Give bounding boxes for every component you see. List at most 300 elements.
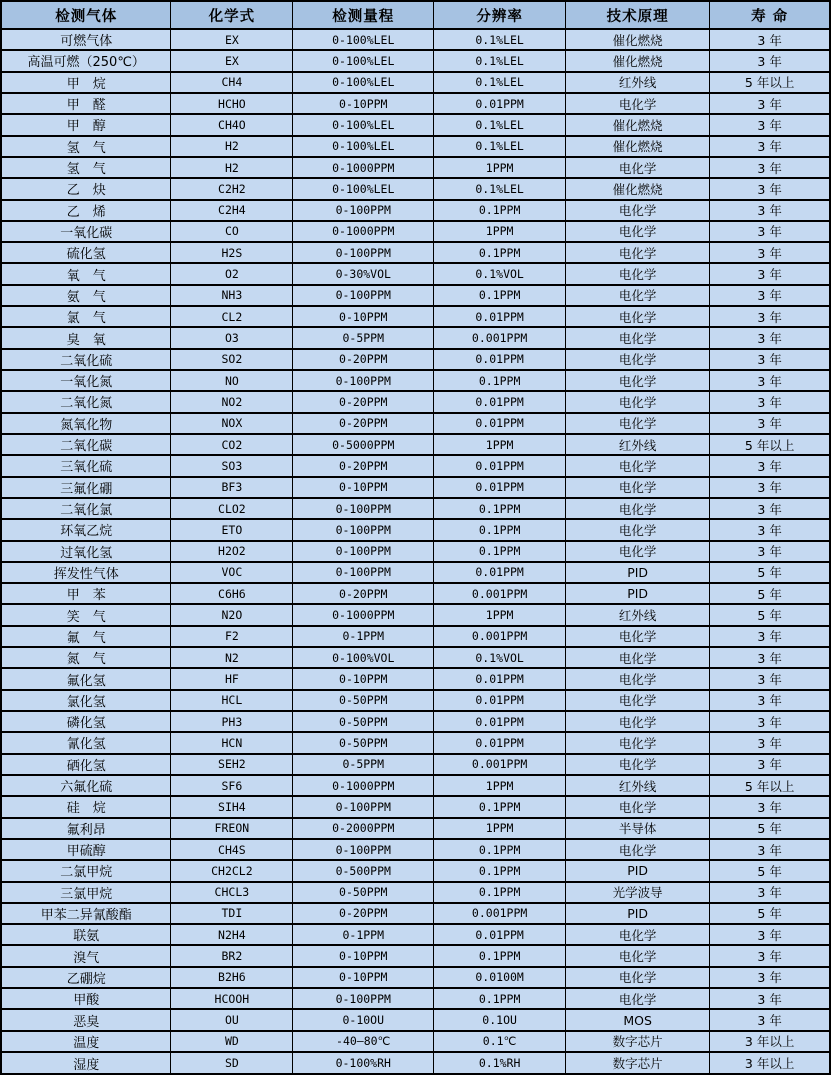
cell-chemical-formula: CLO2 <box>171 498 293 519</box>
cell-lifespan: 3 年 <box>710 754 830 775</box>
table-row <box>1 668 830 689</box>
cell-chemical-formula: HCHO <box>171 93 293 114</box>
table-row <box>1 263 830 284</box>
cell-technology: 电化学 <box>566 349 710 370</box>
cell-lifespan: 3 年 <box>710 114 830 135</box>
cell-detection-range: 0-100%LEL <box>293 72 434 93</box>
cell-lifespan: 5 年以上 <box>710 434 830 455</box>
cell-detection-range: 0-10PPM <box>293 668 434 689</box>
cell-technology: 电化学 <box>566 668 710 689</box>
cell-gas-name: 氟化氢 <box>1 668 171 689</box>
cell-detection-range: 0-100PPM <box>293 370 434 391</box>
cell-detection-range: 0-50PPM <box>293 732 434 753</box>
table-row <box>1 221 830 242</box>
cell-technology: PID <box>566 860 710 881</box>
cell-resolution: 1PPM <box>434 818 566 839</box>
cell-resolution: 0.01PPM <box>434 690 566 711</box>
table-row <box>1 29 830 50</box>
cell-gas-name: 二氯甲烷 <box>1 860 171 881</box>
cell-resolution: 0.001PPM <box>434 327 566 348</box>
cell-technology: 电化学 <box>566 200 710 221</box>
cell-technology: 电化学 <box>566 924 710 945</box>
cell-detection-range: 0-1PPM <box>293 924 434 945</box>
cell-lifespan: 3 年 <box>710 221 830 242</box>
cell-gas-name: 臭 氧 <box>1 327 171 348</box>
cell-gas-name: 氟利昂 <box>1 818 171 839</box>
cell-gas-name: 环氧乙烷 <box>1 519 171 540</box>
cell-resolution: 0.0100M <box>434 967 566 988</box>
table-row <box>1 327 830 348</box>
cell-gas-name: 三氧化硫 <box>1 455 171 476</box>
cell-resolution: 0.1PPM <box>434 882 566 903</box>
cell-gas-name: 硅 烷 <box>1 796 171 817</box>
cell-resolution: 0.1℃ <box>434 1031 566 1052</box>
cell-chemical-formula: OU <box>171 1009 293 1030</box>
cell-chemical-formula: SO2 <box>171 349 293 370</box>
cell-technology: 电化学 <box>566 541 710 562</box>
cell-chemical-formula: SEH2 <box>171 754 293 775</box>
cell-technology: PID <box>566 583 710 604</box>
cell-technology: 催化燃烧 <box>566 50 710 71</box>
cell-lifespan: 5 年 <box>710 583 830 604</box>
table-row <box>1 583 830 604</box>
cell-gas-name: 氨 气 <box>1 285 171 306</box>
table-header <box>1 1 830 29</box>
cell-chemical-formula: CO <box>171 221 293 242</box>
cell-chemical-formula: CH4O <box>171 114 293 135</box>
cell-technology: 红外线 <box>566 775 710 796</box>
cell-chemical-formula: B2H6 <box>171 967 293 988</box>
cell-detection-range: 0-100PPM <box>293 242 434 263</box>
cell-chemical-formula: H2 <box>171 157 293 178</box>
table-row <box>1 72 830 93</box>
cell-gas-name: 氢 气 <box>1 136 171 157</box>
cell-lifespan: 3 年 <box>710 711 830 732</box>
cell-gas-name: 甲 苯 <box>1 583 171 604</box>
cell-resolution: 1PPM <box>434 604 566 625</box>
cell-detection-range: 0-20PPM <box>293 583 434 604</box>
cell-technology: 电化学 <box>566 498 710 519</box>
cell-resolution: 1PPM <box>434 157 566 178</box>
cell-technology: 电化学 <box>566 157 710 178</box>
cell-gas-name: 二氧化硫 <box>1 349 171 370</box>
cell-resolution: 0.01PPM <box>434 413 566 434</box>
cell-lifespan: 3 年 <box>710 732 830 753</box>
cell-chemical-formula: NH3 <box>171 285 293 306</box>
cell-gas-name: 氯 气 <box>1 306 171 327</box>
cell-lifespan: 3 年 <box>710 690 830 711</box>
cell-gas-name: 甲苯二异氰酸酯 <box>1 903 171 924</box>
cell-lifespan: 3 年 <box>710 391 830 412</box>
table-row <box>1 732 830 753</box>
cell-resolution: 0.01PPM <box>434 391 566 412</box>
table-row <box>1 136 830 157</box>
cell-gas-name: 六氟化硫 <box>1 775 171 796</box>
cell-lifespan: 3 年 <box>710 157 830 178</box>
cell-chemical-formula: HCL <box>171 690 293 711</box>
cell-lifespan: 3 年 <box>710 967 830 988</box>
cell-detection-range: 0-100%LEL <box>293 29 434 50</box>
cell-technology: PID <box>566 562 710 583</box>
cell-resolution: 0.1PPM <box>434 945 566 966</box>
cell-resolution: 0.1%VOL <box>434 263 566 284</box>
cell-gas-name: 乙硼烷 <box>1 967 171 988</box>
cell-resolution: 0.1%RH <box>434 1052 566 1074</box>
cell-lifespan: 5 年 <box>710 604 830 625</box>
cell-resolution: 0.1%LEL <box>434 178 566 199</box>
cell-chemical-formula: VOC <box>171 562 293 583</box>
cell-technology: MOS <box>566 1009 710 1030</box>
cell-technology: 催化燃烧 <box>566 114 710 135</box>
cell-resolution: 0.01PPM <box>434 455 566 476</box>
cell-lifespan: 3 年以上 <box>710 1052 830 1074</box>
cell-lifespan: 3 年 <box>710 200 830 221</box>
cell-lifespan: 3 年 <box>710 647 830 668</box>
cell-gas-name: 过氧化氢 <box>1 541 171 562</box>
table-row <box>1 434 830 455</box>
cell-technology: 电化学 <box>566 796 710 817</box>
cell-detection-range: 0-100PPM <box>293 562 434 583</box>
cell-detection-range: 0-20PPM <box>293 455 434 476</box>
cell-technology: 电化学 <box>566 477 710 498</box>
cell-chemical-formula: HCN <box>171 732 293 753</box>
cell-chemical-formula: CH2CL2 <box>171 860 293 881</box>
cell-lifespan: 3 年 <box>710 882 830 903</box>
cell-technology: 半导体 <box>566 818 710 839</box>
table-row <box>1 306 830 327</box>
cell-lifespan: 5 年 <box>710 903 830 924</box>
cell-chemical-formula: N2H4 <box>171 924 293 945</box>
cell-lifespan: 5 年 <box>710 860 830 881</box>
cell-detection-range: 0-10PPM <box>293 477 434 498</box>
cell-chemical-formula: H2O2 <box>171 541 293 562</box>
cell-detection-range: 0-100%LEL <box>293 178 434 199</box>
cell-detection-range: 0-1000PPM <box>293 604 434 625</box>
cell-technology: 催化燃烧 <box>566 29 710 50</box>
cell-detection-range: 0-50PPM <box>293 711 434 732</box>
table-row <box>1 690 830 711</box>
cell-detection-range: 0-2000PPM <box>293 818 434 839</box>
cell-resolution: 0.1%LEL <box>434 72 566 93</box>
table-row <box>1 349 830 370</box>
cell-resolution: 0.1PPM <box>434 860 566 881</box>
cell-detection-range: 0-5000PPM <box>293 434 434 455</box>
cell-lifespan: 3 年 <box>710 668 830 689</box>
cell-detection-range: 0-100%LEL <box>293 114 434 135</box>
table-row <box>1 967 830 988</box>
table-row <box>1 519 830 540</box>
cell-chemical-formula: ETO <box>171 519 293 540</box>
cell-chemical-formula: NOX <box>171 413 293 434</box>
cell-detection-range: 0-100PPM <box>293 796 434 817</box>
cell-lifespan: 3 年 <box>710 306 830 327</box>
cell-gas-name: 乙 烯 <box>1 200 171 221</box>
cell-lifespan: 5 年 <box>710 562 830 583</box>
table-row <box>1 626 830 647</box>
cell-gas-name: 可燃气体 <box>1 29 171 50</box>
table-row <box>1 860 830 881</box>
cell-detection-range: 0-10PPM <box>293 306 434 327</box>
cell-chemical-formula: C2H4 <box>171 200 293 221</box>
cell-lifespan: 3 年 <box>710 626 830 647</box>
cell-detection-range: 0-1PPM <box>293 626 434 647</box>
cell-chemical-formula: SD <box>171 1052 293 1074</box>
cell-resolution: 0.01PPM <box>434 562 566 583</box>
cell-resolution: 0.1PPM <box>434 370 566 391</box>
cell-detection-range: 0-30%VOL <box>293 263 434 284</box>
table-row <box>1 178 830 199</box>
cell-gas-name: 三氯甲烷 <box>1 882 171 903</box>
cell-chemical-formula: NO <box>171 370 293 391</box>
table-row <box>1 200 830 221</box>
cell-detection-range: 0-1000PPM <box>293 157 434 178</box>
table-row <box>1 562 830 583</box>
cell-resolution: 0.1%LEL <box>434 136 566 157</box>
cell-gas-name: 硫化氢 <box>1 242 171 263</box>
cell-resolution: 0.1PPM <box>434 498 566 519</box>
cell-chemical-formula: N2O <box>171 604 293 625</box>
cell-chemical-formula: NO2 <box>171 391 293 412</box>
table-row <box>1 1052 830 1074</box>
cell-gas-name: 氟 气 <box>1 626 171 647</box>
cell-gas-name: 甲 烷 <box>1 72 171 93</box>
cell-lifespan: 3 年 <box>710 945 830 966</box>
cell-chemical-formula: CHCL3 <box>171 882 293 903</box>
cell-technology: 电化学 <box>566 306 710 327</box>
cell-resolution: 0.001PPM <box>434 754 566 775</box>
cell-gas-name: 湿度 <box>1 1052 171 1074</box>
cell-chemical-formula: EX <box>171 50 293 71</box>
cell-lifespan: 3 年 <box>710 519 830 540</box>
table-row <box>1 1031 830 1052</box>
cell-lifespan: 5 年 <box>710 818 830 839</box>
cell-gas-name: 氮 气 <box>1 647 171 668</box>
cell-technology: 电化学 <box>566 455 710 476</box>
cell-detection-range: 0-100PPM <box>293 541 434 562</box>
cell-technology: 红外线 <box>566 604 710 625</box>
header-gas-name: 检测气体 <box>1 1 171 29</box>
cell-detection-range: 0-20PPM <box>293 413 434 434</box>
cell-resolution: 0.1PPM <box>434 839 566 860</box>
cell-lifespan: 3 年 <box>710 924 830 945</box>
cell-resolution: 0.01PPM <box>434 711 566 732</box>
cell-technology: 电化学 <box>566 242 710 263</box>
cell-chemical-formula: TDI <box>171 903 293 924</box>
cell-chemical-formula: HF <box>171 668 293 689</box>
cell-resolution: 1PPM <box>434 221 566 242</box>
cell-technology: 电化学 <box>566 967 710 988</box>
cell-technology: 红外线 <box>566 72 710 93</box>
cell-gas-name: 温度 <box>1 1031 171 1052</box>
cell-technology: 数字芯片 <box>566 1052 710 1074</box>
cell-technology: 电化学 <box>566 391 710 412</box>
cell-lifespan: 3 年 <box>710 1009 830 1030</box>
cell-lifespan: 3 年 <box>710 285 830 306</box>
cell-detection-range: 0-20PPM <box>293 903 434 924</box>
cell-resolution: 0.01PPM <box>434 668 566 689</box>
cell-detection-range: 0-10OU <box>293 1009 434 1030</box>
cell-chemical-formula: C6H6 <box>171 583 293 604</box>
table-row <box>1 285 830 306</box>
cell-detection-range: 0-100PPM <box>293 200 434 221</box>
cell-chemical-formula: CH4S <box>171 839 293 860</box>
header-chemical-formula: 化学式 <box>171 1 293 29</box>
cell-gas-name: 一氧化碳 <box>1 221 171 242</box>
cell-gas-name: 二氧化氯 <box>1 498 171 519</box>
cell-technology: 电化学 <box>566 519 710 540</box>
cell-gas-name: 甲 醇 <box>1 114 171 135</box>
cell-detection-range: 0-10PPM <box>293 967 434 988</box>
cell-lifespan: 3 年 <box>710 541 830 562</box>
cell-chemical-formula: EX <box>171 29 293 50</box>
table-row <box>1 604 830 625</box>
table-row <box>1 711 830 732</box>
cell-technology: 电化学 <box>566 690 710 711</box>
cell-detection-range: 0-50PPM <box>293 690 434 711</box>
cell-resolution: 1PPM <box>434 434 566 455</box>
cell-detection-range: 0-100PPM <box>293 285 434 306</box>
cell-gas-name: 氢 气 <box>1 157 171 178</box>
cell-gas-name: 笑 气 <box>1 604 171 625</box>
header-lifespan: 寿 命 <box>710 1 830 29</box>
cell-technology: 电化学 <box>566 732 710 753</box>
cell-lifespan: 3 年 <box>710 839 830 860</box>
cell-resolution: 0.1PPM <box>434 541 566 562</box>
cell-resolution: 0.1PPM <box>434 519 566 540</box>
cell-chemical-formula: SIH4 <box>171 796 293 817</box>
cell-lifespan: 3 年 <box>710 93 830 114</box>
table-row <box>1 818 830 839</box>
table-row <box>1 796 830 817</box>
table-row <box>1 370 830 391</box>
cell-chemical-formula: HCOOH <box>171 988 293 1009</box>
cell-chemical-formula: N2 <box>171 647 293 668</box>
cell-resolution: 0.1PPM <box>434 285 566 306</box>
cell-gas-name: 溴气 <box>1 945 171 966</box>
table-row <box>1 455 830 476</box>
cell-resolution: 0.01PPM <box>434 924 566 945</box>
cell-chemical-formula: O3 <box>171 327 293 348</box>
table-row <box>1 391 830 412</box>
table-row <box>1 1009 830 1030</box>
cell-chemical-formula: H2S <box>171 242 293 263</box>
cell-detection-range: 0-5PPM <box>293 327 434 348</box>
cell-detection-range: 0-10PPM <box>293 93 434 114</box>
cell-lifespan: 3 年 <box>710 29 830 50</box>
cell-gas-name: 联氨 <box>1 924 171 945</box>
cell-resolution: 0.01PPM <box>434 349 566 370</box>
cell-technology: 电化学 <box>566 327 710 348</box>
cell-detection-range: 0-20PPM <box>293 391 434 412</box>
cell-gas-name: 高温可燃（250℃） <box>1 50 171 71</box>
cell-detection-range: 0-1000PPM <box>293 221 434 242</box>
header-detection-range: 检测量程 <box>293 1 434 29</box>
table-row <box>1 775 830 796</box>
cell-technology: 电化学 <box>566 370 710 391</box>
cell-resolution: 0.01PPM <box>434 732 566 753</box>
cell-chemical-formula: BF3 <box>171 477 293 498</box>
cell-technology: 数字芯片 <box>566 1031 710 1052</box>
cell-technology: 催化燃烧 <box>566 136 710 157</box>
cell-resolution: 0.1%LEL <box>434 29 566 50</box>
header-row <box>1 1 830 29</box>
cell-detection-range: 0-100PPM <box>293 988 434 1009</box>
cell-detection-range: 0-50PPM <box>293 882 434 903</box>
cell-detection-range: 0-100PPM <box>293 519 434 540</box>
cell-chemical-formula: F2 <box>171 626 293 647</box>
cell-gas-name: 甲 醛 <box>1 93 171 114</box>
cell-gas-name: 恶臭 <box>1 1009 171 1030</box>
cell-resolution: 1PPM <box>434 775 566 796</box>
cell-technology: 电化学 <box>566 945 710 966</box>
cell-lifespan: 3 年 <box>710 136 830 157</box>
cell-lifespan: 5 年以上 <box>710 72 830 93</box>
cell-resolution: 0.1%LEL <box>434 50 566 71</box>
table-row <box>1 541 830 562</box>
table-row <box>1 413 830 434</box>
table-row <box>1 903 830 924</box>
cell-resolution: 0.001PPM <box>434 626 566 647</box>
cell-gas-name: 氰化氢 <box>1 732 171 753</box>
table-row <box>1 945 830 966</box>
cell-resolution: 0.1PPM <box>434 242 566 263</box>
cell-detection-range: 0-100PPM <box>293 498 434 519</box>
cell-lifespan: 3 年 <box>710 50 830 71</box>
cell-resolution: 0.1PPM <box>434 200 566 221</box>
cell-gas-name: 挥发性气体 <box>1 562 171 583</box>
header-technology: 技术原理 <box>566 1 710 29</box>
cell-gas-name: 氯化氢 <box>1 690 171 711</box>
cell-gas-name: 二氧化氮 <box>1 391 171 412</box>
table-body <box>1 29 830 1074</box>
cell-gas-name: 甲硫醇 <box>1 839 171 860</box>
cell-technology: 红外线 <box>566 434 710 455</box>
cell-chemical-formula: BR2 <box>171 945 293 966</box>
cell-technology: 光学波导 <box>566 882 710 903</box>
cell-detection-range: 0-100%LEL <box>293 136 434 157</box>
cell-technology: 电化学 <box>566 647 710 668</box>
cell-resolution: 0.001PPM <box>434 583 566 604</box>
cell-technology: 电化学 <box>566 711 710 732</box>
cell-chemical-formula: CO2 <box>171 434 293 455</box>
cell-chemical-formula: SF6 <box>171 775 293 796</box>
cell-detection-range: 0-10PPM <box>293 945 434 966</box>
table-row <box>1 839 830 860</box>
cell-chemical-formula: SO3 <box>171 455 293 476</box>
cell-gas-name: 三氟化硼 <box>1 477 171 498</box>
cell-detection-range: 0-100%LEL <box>293 50 434 71</box>
cell-lifespan: 3 年 <box>710 178 830 199</box>
cell-lifespan: 3 年 <box>710 796 830 817</box>
cell-gas-name: 氮氧化物 <box>1 413 171 434</box>
cell-chemical-formula: O2 <box>171 263 293 284</box>
cell-lifespan: 3 年 <box>710 988 830 1009</box>
cell-detection-range: -40—80℃ <box>293 1031 434 1052</box>
cell-detection-range: 0-20PPM <box>293 349 434 370</box>
table-row <box>1 988 830 1009</box>
cell-resolution: 0.1%LEL <box>434 114 566 135</box>
cell-chemical-formula: H2 <box>171 136 293 157</box>
table-row <box>1 242 830 263</box>
cell-resolution: 0.01PPM <box>434 306 566 327</box>
table-row <box>1 93 830 114</box>
cell-gas-name: 一氧化氮 <box>1 370 171 391</box>
cell-detection-range: 0-1000PPM <box>293 775 434 796</box>
cell-technology: 电化学 <box>566 988 710 1009</box>
cell-resolution: 0.1PPM <box>434 988 566 1009</box>
cell-resolution: 0.01PPM <box>434 477 566 498</box>
cell-gas-name: 硒化氢 <box>1 754 171 775</box>
